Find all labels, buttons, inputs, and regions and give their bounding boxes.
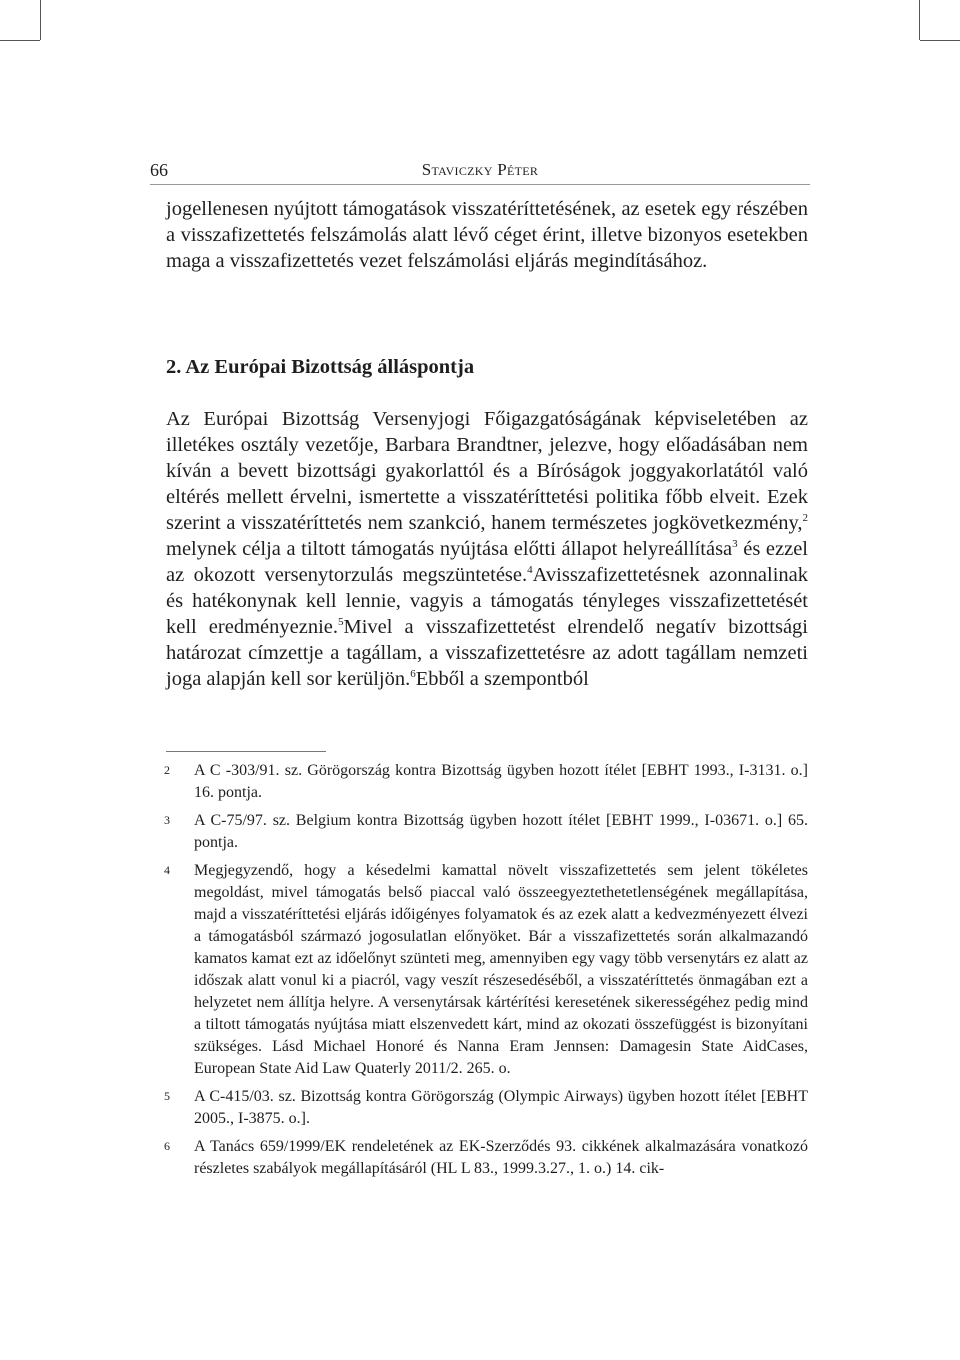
footnote-6 xyxy=(164,1136,808,1180)
paragraph-text: Mivel a visszafizettetést elrendelő negatív bizottsági határozat címzettje a tagállam, a visszafizettetésre az adott tagállam nemzeti joga alapján kell sor kerüljön. xyxy=(166,616,808,690)
crop-mark-top-left-h xyxy=(0,40,40,41)
footnote-ref: 5 xyxy=(338,616,344,629)
page-number: 66 xyxy=(150,160,168,180)
footnote-number: 2 xyxy=(164,763,170,777)
footnote-text: A C -303/91. sz. Görögország kontra Bizottság ügyben hozott ítélet [EBHT 1993., I-3131. o.] 16. pontja. xyxy=(194,762,808,801)
running-head: Staviczky Péter xyxy=(421,160,539,179)
footnote-text: A C-75/97. sz. Belgium kontra Bizottság ügyben hozott ítélet [EBHT 1999., I-03671. o.] 65. pontja. xyxy=(194,812,808,851)
footnote-ref: 6 xyxy=(410,668,416,681)
paragraph-text: Az Európai Bizottság Versenyjogi Főigazgatóságának képviseletében az illetékes osztály vezetője, Barbara Brandtner, jelezve, hogy előadásában nem kíván a bevett bizottsági gyakorlattól és a Bíróságok joggyakorlatától való eltérés mellett érvelni, ismertette a visszatéríttetési politika főbb elveit. Ezek szerint a visszatéríttetés nem szankció, hanem természetes jogkövetkezmény, xyxy=(166,408,808,534)
footnote-number: 4 xyxy=(164,863,170,877)
footnote-number: 5 xyxy=(164,1089,170,1103)
body-paragraph-1: jogellenesen nyújtott támogatások visszatéríttetésének, az esetek egy részében a visszafizettetés felszámolás alatt lévő céget érint, illetve bizonyos esetekben maga a visszafizettetés vezet felszámolási eljárás megindításához. xyxy=(166,198,808,272)
footnote-3 xyxy=(164,810,808,854)
paragraph-text: és ezzel az okozott versenytorzulás megszüntetése. xyxy=(166,538,809,586)
crop-mark-top-left xyxy=(40,0,41,40)
paragraph-text: Ebből a szempontból xyxy=(415,668,589,690)
footnote-number: 6 xyxy=(164,1139,170,1153)
footnote-text: A Tanács 659/1999/EK rendeletének az EK-Szerződés 93. cikkének alkalmazására vonatkozó részletes szabályok megállapításáról (HL L 83., 1999.3.27., 1. o.) 14. cik- xyxy=(194,1138,808,1177)
footnote-number: 3 xyxy=(164,813,170,827)
footnote-text: A C-415/03. sz. Bizottság kontra Görögország (Olympic Airways) ügyben hozott ítélet [EBHT 2005., I-3875. o.]. xyxy=(194,1088,808,1127)
footnote-divider xyxy=(166,751,326,752)
paragraph-text: melynek célja a tiltott támogatás nyújtása előtti állapot helyreállítása xyxy=(166,538,733,560)
section-title: 2. Az Európai Bizottság álláspontja xyxy=(166,356,475,378)
footnotes xyxy=(164,760,808,1186)
footnote-5 xyxy=(164,1086,808,1130)
footnote-4 xyxy=(164,860,808,1080)
crop-mark-top-right xyxy=(919,0,920,40)
paragraph-text: Avisszafizettetésnek azonnalinak és hatékonynak kell lennie, vagyis a támogatás tényleges visszafizettetését kell eredményeznie. xyxy=(166,564,808,638)
footnote-text: Megjegyzendő, hogy a késedelmi kamattal növelt visszafizettetés sem jelent tökéletes megoldást, mivel támogatás belső piaccal való összeegyeztethetetlenségének megállapítása, majd a visszatéríttetési eljárás időigényes folyamatok és az ezek alatt a kedvezményezett élvezi a támogatásból származó jogosulatlan előnyöket. Bár a visszafizettetés során alkalmazandó kamatos kamat ezt az időelőnyt szünteti meg, amennyiben egy vagy több versenytárs ez alatt az időszak alatt vonul ki a piacról, vagy veszít részesedéséből, a visszatéríttetés önmagában ezt a helyzetet nem állítja helyre. A versenytársak kártérítési keresetének sikerességéhez pedig mind a tiltott támogatás nyújtása miatt elszenvedett kárt, mind az okozati összefüggést is bizonyítani szükséges. Lásd Michael Honoré és Nanna Eram Jennsen: Damagesin State AidCases, European State Aid Law Quaterly 2011/2. 265. o. xyxy=(194,862,808,1077)
body-paragraph-2 xyxy=(166,406,808,692)
crop-mark-top-right-h xyxy=(920,40,960,41)
page-header xyxy=(150,158,810,185)
footnote-ref: 2 xyxy=(802,512,808,525)
footnote-ref: 4 xyxy=(527,564,533,577)
footnote-2 xyxy=(164,760,808,804)
footnote-ref: 3 xyxy=(732,538,738,551)
